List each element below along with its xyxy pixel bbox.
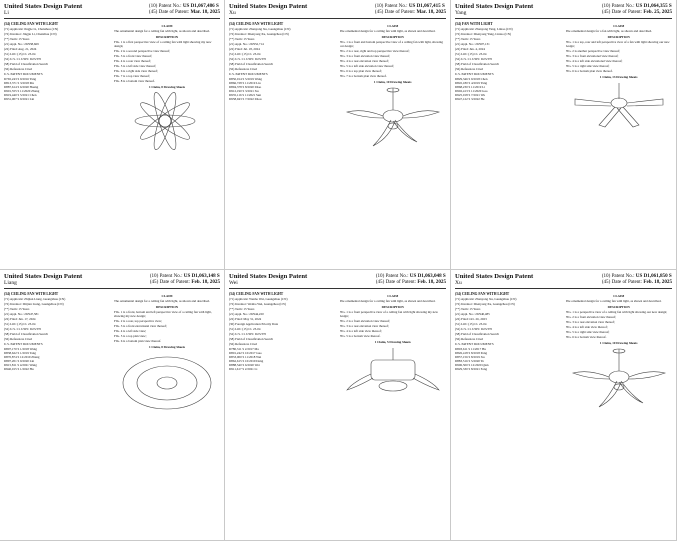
fan-blade [373,120,395,146]
reference-row: D803,611 S 11/2017 Hu [455,347,486,351]
description-line: FIG. 3 is a rear elevation view thereof; [565,320,615,324]
claim-heading: CLAIM [161,294,173,298]
patent-number: US D1,067,415 S [408,3,445,9]
bib-field: (56) References Cited [229,342,257,346]
patent-header [455,3,672,19]
description-line: FIG. 4 is a left side view thereof; [339,329,382,333]
patent-date: Feb. 25, 2025 [643,9,672,15]
light-kit [379,381,407,391]
description-line: FIG. 1 is a top, rear and left perspective view of a fan with light showing our new design; [565,40,670,48]
claim-heading: CLAIM [613,24,625,28]
fan-housing [611,98,627,108]
patent-no-label: (10) Patent No.: [374,3,408,9]
bib-field: (72) Inventor: Jingjie Li, Chenzhou (CN) [4,32,57,36]
bib-field: (71) Applicant: Zhenyong Yang, Lintao (CN) [455,27,513,31]
bib-field: (58) Field of Classification Search [229,62,273,66]
claim-text: The ornamental design for a ceiling fan with light, as shown and described. [565,299,662,303]
claims-count: 1 Claim, 13 Drawing Sheets [599,75,638,79]
fan-hub [157,377,177,389]
bib-field: (72) Inventor: Zhijian Liang, Guangzhou (CN) [4,302,64,306]
reference-row: D925,018 S 7/2021 Wu [455,93,486,97]
patent-page [0,270,225,541]
claim-text: The ornamental design for a ceiling fan with light, as shown and described. [339,29,436,33]
description-line: FIG. 1 is a front and bottom perspective view of a ceiling fan with light, showing our design; [339,40,443,48]
reference-row: D888,540 S 6/2020 Wei [229,363,260,367]
fan-blade [347,374,373,390]
bib-field: (22) Filed: Oct. 26, 2023 [455,317,487,321]
fan-drawing [343,86,443,150]
description-line: FIG. 2 is a front elevation view thereof; [565,315,617,319]
claims-count: 1 Claim, 10 Drawing Sheets [373,80,412,84]
fan-blade [393,120,417,142]
description-line: FIG. 1 is a front, bottom and left perspective view of a ceiling fan with light, showing my new design; [114,310,212,318]
bib-field: (52) U.S. Cl. USPC D23/370 [4,327,42,331]
description-heading: DESCRIPTION [607,305,630,309]
patent-no-label: (10) Patent No.: [149,273,183,279]
claim-column [566,292,673,512]
reference-row: D902,413 S 11/2020 Gao [455,89,488,93]
date-label: (45) Date of Patent: [148,9,190,15]
reference-row: D826,418 S 8/2018 Peng [455,351,488,355]
patent-title: (54) CEILING FAN WITH LIGHT [229,292,284,296]
description-line: FIG. 6 is a bottom view thereof. [565,335,607,339]
fan-drawing [117,91,217,151]
date-label: (45) Date of Patent: [601,279,643,285]
reference-row: D765,243 S 9/2016 Yang [4,77,37,81]
bib-field: U.S. PATENT DOCUMENTS [4,342,43,346]
bib-field: (71) Applicant: Jingjie Li, Chenzhou (CN) [4,27,59,31]
description-line: FIG. 6 is a right side view thereof; [114,69,158,73]
bib-field: (56) References Cited [4,337,32,341]
fan-hub [159,115,171,127]
description-block [340,40,447,78]
bib-field: U.S. PATENT DOCUMENTS [229,72,268,76]
bib-field: (52) U.S. Cl. USPC D23/370 [4,57,42,61]
description-block [566,40,673,73]
bib-field: (56) References Cited [455,337,483,341]
patent-inventor: Yang [455,10,467,16]
reference-row: D870,874 S 12/2019 Zhang [4,355,40,359]
fan-blade [135,115,195,127]
fan-drawing [569,347,669,411]
design-drawing [340,346,447,410]
claim-text: The ornamental design for a fan with light, as shown and described. [565,29,652,33]
description-line: FIG. 5 is a left side view thereof; [114,64,157,68]
fan-drum [371,360,415,380]
reference-row: D833,000 S 11/2018 Wei [229,355,262,359]
patent-number: US D1,067,486 S [182,3,219,9]
patent-number: US D1,061,850 S [635,273,672,279]
patent-header [455,273,672,289]
design-drawing [114,91,220,151]
reference-list [229,77,336,101]
patent-number: US D1,064,355 S [635,3,672,9]
description-line: FIG. 4 is a left side view; [114,329,147,333]
reference-row: D906,500 S 12/2020 Qian [455,363,489,367]
claim-column [114,292,220,512]
bib-field: (**) Term: 15 Years [455,37,481,41]
reference-row: D958,943 S 7/2022 Zhou [229,97,262,101]
bib-field: (52) U.S. Cl. USPC D23/370 [229,332,267,336]
bib-field: U.S. PATENT DOCUMENTS [4,72,43,76]
reference-row: D857,156 S 8/2019 Xu [455,355,485,359]
patent-header [4,273,220,289]
patent-country: United States Design Patent [455,3,534,10]
patent-title: (54) FAN WITH LIGHT [455,22,493,26]
description-heading: DESCRIPTION [607,35,630,39]
bib-field: (21) Appl. No.: 29/958,669 [4,42,39,46]
description-heading: DESCRIPTION [381,305,404,309]
patent-country: United States Design Patent [229,3,308,10]
design-drawing [114,351,220,415]
bib-field: (72) Inventor: Wenbo Wei, Guangzhou (CN) [229,302,286,306]
patent-title: (54) CEILING FAN WITH LIGHT [4,22,59,26]
claim-heading: CLAIM [161,24,173,28]
date-label: (45) Date of Patent: [601,9,643,15]
fan-housing [609,371,629,383]
patent-inventor: Xu [229,10,236,16]
reference-row: D850,014 S 5/2019 Wang [229,77,262,81]
patent-page [225,0,451,270]
reference-row: D894,378 S 8/2020 Zhao [229,85,262,89]
description-line: FIG. 8 is a bottom view thereof. [114,79,155,83]
bib-field: (51) LOC (15) Cl. 23-04 [455,322,487,326]
bib-field: (51) LOC (15) Cl. 23-04 [229,52,261,56]
bib-field: (21) Appl. No.: 29/952,714 [229,42,264,46]
patent-country: United States Design Patent [4,3,83,10]
claim-heading: CLAIM [387,24,399,28]
bib-field: (71) Applicant: Zhijian Liang, Guangzhou (CN) [4,297,66,301]
bib-field: (71) Applicant: Zhenyong Xu, Guangzhou (CN) [229,27,291,31]
description-line: FIG. 5 is a right side view thereof; [565,64,610,68]
reference-row: D919,440 S 5/2021 Chen [4,93,37,97]
reference-row: D931,007 S 9/2021 Lin [4,97,35,101]
bib-field: (52) U.S. Cl. USPC D23/370 [455,327,493,331]
fan-blade [627,99,663,106]
reference-row: D807,170 S 1/2018 Wang [4,347,37,351]
description-line: FIG. 3 is a front elevation view thereof; [339,54,391,58]
claim-column [340,22,447,242]
claim-column [340,292,447,512]
bib-field: U.S. PATENT DOCUMENTS [455,342,494,346]
patent-page [451,270,677,541]
description-line: FIG. 3 is a rear elevation view thereof; [339,324,389,328]
description-line: FIG. 6 is a bottom plan view thereof. [565,69,613,73]
bib-field: (**) Term: 15 Years [455,307,481,311]
description-heading: DESCRIPTION [381,35,404,39]
bib-field: (21) Appl. No.: 29/947,581 [4,312,39,316]
description-line: FIG. 5 is a top plan view; [114,334,147,338]
fan-drawing [343,346,443,410]
reference-row: D935,116 S 11/2021 Sun [229,93,261,97]
reference-row: D911,617 S 2/2021 Li [229,367,258,371]
bib-field: (56) References Cited [455,67,483,71]
description-line: FIG. 2 is a front elevation view thereof; [339,319,391,323]
bib-field: (58) Field of Classification Search [455,62,499,66]
bib-field: (58) Field of Classification Search [229,337,273,341]
reference-row: D868,230 S 11/2019 Li [455,85,485,89]
fan-blade [413,374,439,390]
bib-field: (**) Term: 15 Years [229,307,255,311]
reference-row: D883,516 S 5/2020 Ye [455,359,484,363]
bib-field: (51) LOC (15) Cl. 23-04 [4,52,36,56]
bib-field: (22) Filed: Jun. 4, 2024 [455,47,485,51]
bib-field: (58) Field of Classification Search [4,62,48,66]
patent-country: United States Design Patent [4,273,83,280]
fan-blade [403,111,439,118]
claim-text: The ornamental design for a ceiling fan with light, as shown and described. [339,299,436,303]
bib-field: (56) References Cited [4,67,32,71]
date-label: (45) Date of Patent: [149,279,191,285]
fan-housing [383,110,403,122]
fan-disc-inner [137,366,197,400]
bibliographic-column [4,22,110,242]
description-block [114,310,220,343]
claims-count: 1 Claim, 10 Drawing Sheets [599,341,638,345]
description-line: FIG. 1 is a front perspective view of a ceiling fan with light showing my new design; [339,310,438,318]
bib-field: (72) Inventor: Zhenyong Xu, Guangzhou (CN) [455,302,515,306]
patent-inventor: Li [4,10,9,16]
reference-list [4,77,110,101]
description-line: FIG. 4 is a left side elevational view thereof; [565,59,623,63]
reference-row: D866,728 S 11/2019 Liu [229,81,261,85]
reference-row: D813,371 S 3/2018 Ma [4,81,34,85]
patent-date: Feb. 18, 2025 [191,279,220,285]
bib-field: (56) References Cited [229,67,257,71]
date-label: (45) Date of Patent: [375,279,417,285]
reference-row: D912,190 S 3/2021 Xu [229,89,259,93]
bib-field: (22) Filed: Jun. 17, 2024 [4,317,36,321]
fan-blade [137,99,193,144]
bibliographic-column [229,292,336,512]
bib-field: U.S. PATENT DOCUMENTS [455,72,494,76]
reference-list [455,77,562,101]
bib-field: (72) Inventor: Zhenyong Yang, Lintao (CN) [455,32,512,36]
bib-field: (52) U.S. Cl. USPC D23/370 [455,57,493,61]
claim-heading: CLAIM [387,294,399,298]
claim-column [566,22,673,242]
patent-date: Mar. 18, 2025 [416,9,446,15]
bib-field: (30) Foreign Application Priority Data [229,322,279,326]
description-line: FIG. 7 is a top view thereof; [114,74,151,78]
patent-page [451,0,677,270]
bib-field: (21) Appl. No.: 29/944,220 [229,312,264,316]
description-line: FIG. 5 is a left side elevation view thereof; [339,64,395,68]
reference-row: D915,811 S 4/2021 Wang [4,363,37,367]
patent-date: Mar. 18, 2025 [190,9,220,15]
patent-header [229,3,446,19]
date-label: (45) Date of Patent: [374,9,416,15]
bib-field: (71) Applicant: Zhenyong Xu, Guangzhou (CN) [455,297,517,301]
description-line: FIG. 5 is a bottom view thereof. [339,334,381,338]
description-block [566,310,673,339]
fan-blade [150,91,180,151]
patent-title: (54) CEILING FAN WITH LIGHT [4,292,59,296]
claim-text: The ornamental design for a ceiling fan with light, as shown and described. [114,29,210,33]
reference-list [229,347,336,371]
bib-field: (52) U.S. Cl. USPC D23/370 [229,57,267,61]
patent-country: United States Design Patent [455,273,534,280]
description-block [340,310,447,338]
patent-no-label: (10) Patent No.: [375,273,409,279]
claims-count: 1 Claim, 5 Drawing Sheets [374,340,411,344]
claim-text: The ornamental design for a ceiling fan with light, as shown and described. [114,299,210,303]
bibliographic-column [4,292,110,512]
description-line: FIG. 4 is a rear view thereof; [114,59,151,63]
description-line: FIG. 2 is another perspective view thereof; [565,49,621,53]
fan-blade [137,99,193,144]
reference-row: D947,122 S 3/2022 He [455,97,485,101]
design-drawing [566,81,673,131]
patent-title: (54) CEILING FAN WITH LIGHT [229,22,284,26]
bib-field: (21) Appl. No.: 29/940,485 [455,312,490,316]
claim-heading: CLAIM [613,294,625,298]
description-line: FIG. 4 is a left side view thereof; [565,325,608,329]
reference-row: D829,346 S 9/2018 Chen [455,77,488,81]
description-line: FIG. 3 is a front elevational view thereof; [565,54,619,58]
patent-title: (54) CEILING FAN WITH LIGHT [455,292,510,296]
fan-blade [573,372,609,379]
fan-drawing [117,351,217,415]
design-drawing [566,347,673,411]
bib-field: (51) LOC (15) Cl. 23-04 [229,327,261,331]
fan-blade [629,372,665,379]
fan-blade [575,99,611,106]
bibliographic-column [229,22,336,242]
patent-header [229,273,446,289]
patent-no-label: (10) Patent No.: [601,273,635,279]
fan-blade [619,381,643,403]
fan-blade [599,381,621,407]
bib-field: (**) Term: 15 Years [4,37,30,41]
description-block [114,40,220,83]
patent-country: United States Design Patent [229,273,308,280]
reference-row: D845,180 S 4/2019 Yang [455,81,488,85]
bib-field: (71) Applicant: Wenbo Wei, Guangzhou (CN) [229,297,288,301]
bib-field: (**) Term: 15 Years [4,307,30,311]
description-line: FIG. 6 is a top plan view thereof; [339,69,382,73]
patent-date: Feb. 18, 2025 [417,279,446,285]
fan-blade [599,107,621,127]
patent-inventor: Wei [229,280,238,286]
fan-blade [347,111,383,118]
patent-page [225,270,451,541]
bib-field: (**) Term: 15 Years [229,37,255,41]
reference-row: D862,615 S 10/2019 Deng [229,359,264,363]
reference-row: D940,015 S 1/2022 Hu [4,367,34,371]
bib-field: (72) Inventor: Zhenyong Xu, Guangzhou (CN) [229,32,289,36]
description-line: FIG. 2 is a rear, right and top perspective view thereof; [339,49,410,53]
bib-field: (51) LOC (15) Cl. 23-04 [455,52,487,56]
reference-row: D897,201 S 9/2020 Lin [4,359,35,363]
reference-row: D887,614 S 6/2020 Huang [4,85,39,89]
bib-field: (58) Field of Classification Search [4,332,48,336]
fan-disc [123,357,211,409]
description-heading: DESCRIPTION [155,35,179,39]
description-line: FIG. 5 is a right side view thereof; [565,330,610,334]
patent-date: Feb. 18, 2025 [643,279,672,285]
description-line: FIG. 2 is a rear, top perspective view; [114,319,162,323]
bib-field: (58) Field of Classification Search [455,332,499,336]
fan-drawing [569,81,669,131]
patent-no-label: (10) Patent No.: [148,3,182,9]
description-line: FIG. 6 is a bottom plan view thereof. [114,339,162,343]
claim-column [114,22,220,242]
reference-row: D780,311 S 2/2017 Ma [229,347,259,351]
description-heading: DESCRIPTION [155,305,179,309]
patent-inventor: Liang [4,280,17,286]
bibliographic-column [455,22,562,242]
bib-field: (22) Filed: Jul. 18, 2024 [229,47,260,51]
reference-row: D838,622 S 1/2019 Tang [4,351,36,355]
description-line: FIG. 4 is a rear elevation view thereof; [339,59,389,63]
reference-row: D929,330 S 8/2021 Feng [455,367,488,371]
fan-blade [617,107,639,127]
design-drawing [340,86,447,150]
reference-row: D801,242 S 10/2017 Guo [229,351,262,355]
reference-row: D901,555 S 11/2020 Zhang [4,89,40,93]
patent-header [4,3,220,19]
claims-count: 1 Claim, 8 Drawing Sheets [148,85,186,89]
bibliographic-column [455,292,562,512]
patent-inventor: Xu [455,280,462,286]
claims-count: 1 Claim, 8 Drawing Sheets [148,345,186,349]
description-line: FIG. 1 is a perspective view of a ceiling fan with light showing our new design; [565,310,668,314]
reference-list [455,347,562,371]
patent-no-label: (10) Patent No.: [601,3,635,9]
bib-field: (22) Filed: May 31, 2024 [229,317,262,321]
bib-field: (22) Filed: Aug. 21, 2024 [4,47,37,51]
description-line: FIG. 3 is a front elevational view thereof; [114,324,167,328]
description-line: FIG. 1 is a first perspective view of a ceiling fan with light showing my new design; [114,40,212,48]
reference-list [4,347,110,371]
patent-page [0,0,225,270]
patent-number: US D1,063,148 S [183,273,220,279]
description-line: FIG. 3 is a front view thereof; [114,54,153,58]
description-line: FIG. 2 is a second perspective view thereof; [114,49,171,53]
bib-field: (51) LOC (15) Cl. 23-04 [4,322,36,326]
bib-field: (21) Appl. No.: 29/907,131 [455,42,490,46]
fan-blade [150,91,180,151]
description-line: FIG. 7 is a bottom plan view thereof. [339,74,387,78]
patent-number: US D1,063,048 S [409,273,446,279]
